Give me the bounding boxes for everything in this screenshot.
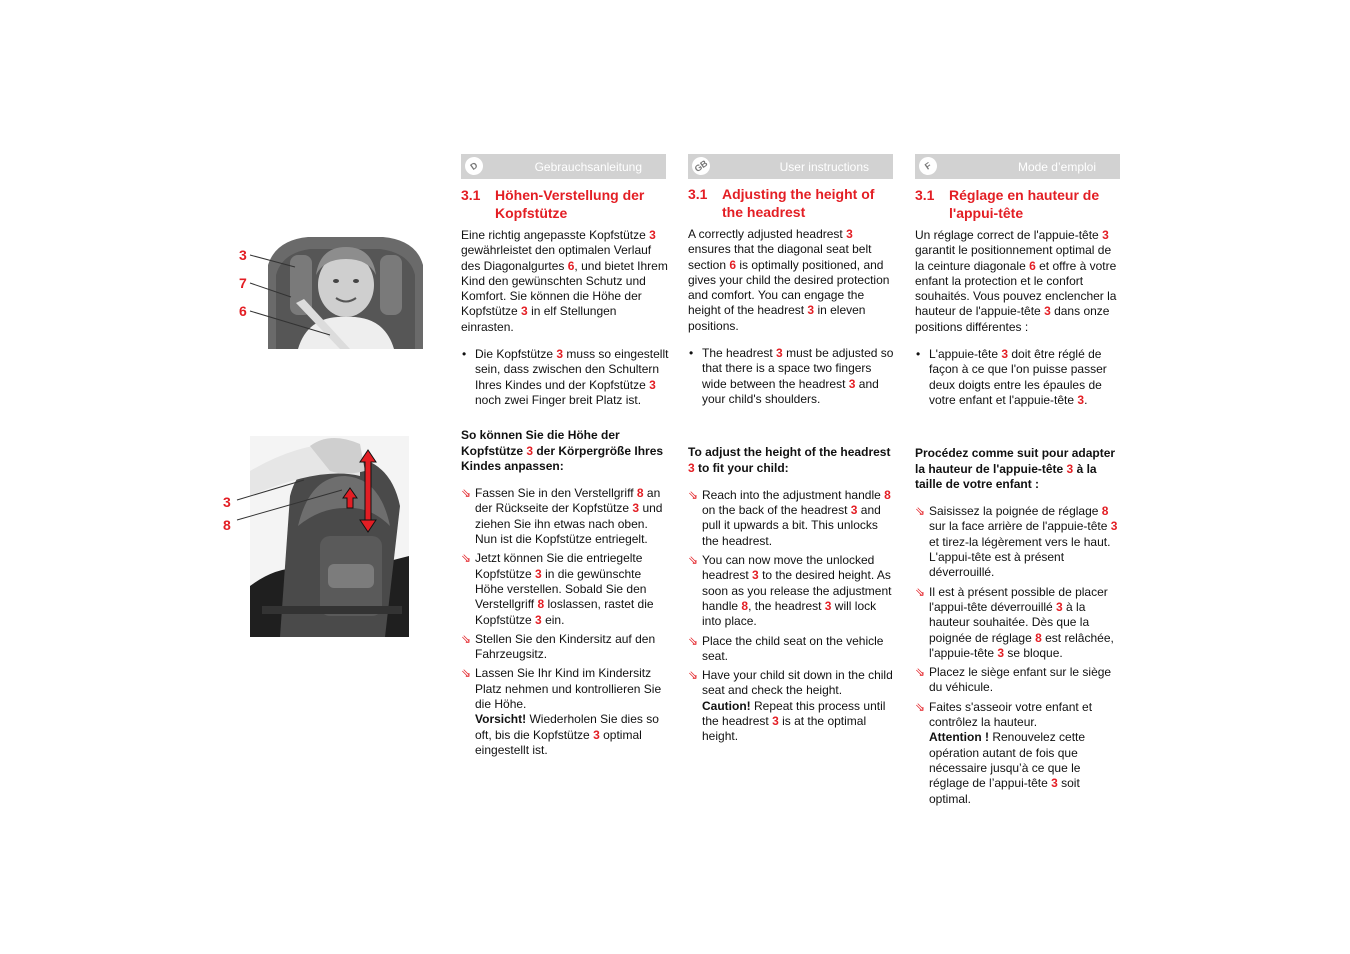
ref-number: 8	[741, 598, 749, 613]
intro-paragraph	[461, 228, 669, 335]
bullet-text: .	[1084, 392, 1088, 407]
section-heading	[461, 187, 669, 222]
warning-text: is at the optimal height.	[702, 714, 867, 744]
header-title-gb: User instructions	[779, 160, 869, 174]
intro-text: in eleven positions.	[688, 303, 866, 333]
step-arrow-icon: ⇘	[688, 553, 699, 568]
intro-text: , und bietet Ihrem Kind den gewünschten Schutz und Komfort. Sie können die Höhe der Kopfstütze	[461, 258, 668, 319]
ref-number: 3	[535, 612, 542, 627]
step-item	[688, 668, 896, 744]
warning-text: Repeat this process until the headrest	[702, 698, 886, 729]
step-text: Place the child seat on the vehicle seat.	[702, 633, 884, 663]
ref-number: 3	[824, 598, 832, 613]
step-arrow-icon: ⇘	[461, 631, 472, 646]
intro-text: gewährleistet den optimalen Verlauf des Diagonalgurtes	[461, 243, 652, 273]
bullet-text: doit être réglé de façon à ce que l'on puisse passer deux doigts entre les épaules de votre enfant et l'appuie-tête	[929, 347, 1107, 407]
lang-badge-fr: F	[915, 153, 940, 178]
callout-3-bottom: 3	[223, 494, 231, 510]
intro-text: Eine richtig angepasste Kopfstütze	[461, 228, 650, 242]
header-title-de: Gebrauchsanleitung	[534, 160, 642, 174]
intro-text: Un réglage correct de l'appuie-tête	[915, 228, 1103, 242]
step-text: se bloque.	[1004, 645, 1063, 660]
ref-number: 3	[1001, 347, 1009, 362]
ref-number: 3	[1110, 519, 1118, 534]
step-item	[461, 666, 669, 758]
step-text: Faites s'asseoir votre enfant et contrôlez la hauteur.	[929, 699, 1093, 730]
step-arrow-icon: ⇘	[688, 668, 699, 683]
procedure-heading-text: to fit your child:	[694, 460, 789, 475]
callout-6-top: 6	[239, 303, 247, 319]
step-item	[688, 488, 896, 549]
top-callout-lines	[245, 245, 355, 345]
lang-badge-de: D	[461, 153, 486, 178]
column-de	[461, 187, 669, 758]
step-item	[915, 504, 1123, 580]
ref-number: 3	[752, 568, 759, 583]
step-text: an der Rückseite der Kopfstütze	[475, 486, 661, 516]
step-item	[688, 634, 896, 665]
ref-number: 3	[772, 714, 779, 729]
procedure-heading-text: So können Sie die Höhe der Kopfstütze	[461, 428, 620, 458]
step-arrow-icon: ⇘	[461, 486, 472, 501]
ref-number: 3	[776, 346, 783, 361]
step-text: Reach into the adjustment handle	[702, 487, 885, 502]
step-arrow-icon: ⇘	[915, 699, 926, 714]
header-bar-gb	[688, 154, 893, 179]
ref-number: 3	[526, 443, 534, 458]
step-text: Lassen Sie Ihr Kind im Kindersitz Platz nehmen und kontrollieren Sie die Höhe.	[475, 666, 662, 712]
header-bar-de	[461, 154, 666, 179]
section-title: Höhen-Verstellung der Kopfstütze	[495, 187, 645, 221]
step-text	[702, 553, 891, 628]
bullet-item	[688, 346, 896, 407]
step-text	[475, 632, 655, 661]
lang-badge-gb: GB	[688, 153, 713, 178]
procedure-heading-text: Procédez comme suit pour adapter la hauteur de l'appuie-tête	[915, 446, 1116, 476]
step-text: und ziehen Sie ihn etwas nach oben. Nun ist die Kopfstütze entriegelt.	[475, 501, 663, 547]
step-arrow-icon: ⇘	[688, 487, 699, 502]
intro-text: dans onze positions différentes :	[915, 304, 1110, 334]
bullet-text: and your child's shoulders.	[702, 376, 879, 406]
step-text: You can now move the unlocked headrest	[702, 553, 875, 583]
ref-number: 3	[1077, 392, 1085, 407]
ref-number: 3	[521, 304, 528, 319]
bullet-text: noch zwei Finger breit Platz ist.	[475, 392, 642, 407]
section-title: Adjusting the height of the headrest	[722, 186, 875, 220]
ref-number: 8	[884, 487, 891, 502]
step-text: est relâchée, l'appuie-tête	[929, 630, 1114, 660]
procedure-heading-text: der Körpergröße Ihres Kindes anpassen:	[461, 443, 664, 473]
step-arrow-icon: ⇘	[688, 633, 699, 648]
step-text: sur la face arrière de l'appuie-tête	[929, 519, 1111, 534]
intro-text: A correctly adjusted headrest	[688, 227, 847, 241]
ref-number: 3	[1044, 304, 1051, 319]
ref-number: 8	[636, 486, 644, 501]
section-number: 3.1	[461, 187, 481, 203]
step-arrow-icon: ⇘	[461, 666, 472, 681]
step-item	[915, 585, 1123, 661]
ref-number: 3	[846, 227, 853, 241]
bullet-text: Die Kopfstütze	[475, 347, 557, 362]
ref-number: 8	[537, 597, 545, 612]
section-heading	[688, 186, 896, 221]
intro-paragraph	[915, 228, 1123, 335]
callout-7-top: 7	[239, 275, 247, 291]
callout-8-bottom: 8	[223, 517, 231, 533]
section-number: 3.1	[915, 187, 935, 203]
step-text	[929, 665, 1111, 694]
step-arrow-icon: ⇘	[915, 584, 926, 599]
intro-paragraph	[688, 227, 896, 334]
bullet-text: L'appuie-tête	[929, 347, 1002, 362]
ref-number: 3	[649, 228, 656, 242]
step-text: et tirez-la légèrement vers le haut. L'appui-tête est à présent déverrouillé.	[929, 534, 1111, 580]
ref-number: 3	[1051, 776, 1058, 791]
step-arrow-icon: ⇘	[461, 551, 472, 566]
bullet-text: must be adjusted so that there is a space two fingers wide between the headrest	[702, 346, 894, 391]
procedure-heading	[688, 445, 896, 476]
step-arrow-icon: ⇘	[915, 665, 926, 680]
ref-number: 6	[1029, 258, 1036, 273]
callout-3-top: 3	[239, 247, 247, 263]
bottom-callout-lines	[232, 470, 352, 530]
step-item	[461, 551, 669, 627]
step-text: à la hauteur souhaitée. Dès que la poignée de réglage	[929, 599, 1090, 645]
step-text: loslassen, rastet die Kopfstütze	[475, 597, 654, 627]
step-text	[475, 551, 654, 626]
procedure-heading	[461, 428, 669, 474]
ref-number: 3	[593, 727, 600, 742]
ref-number: 3	[688, 460, 695, 475]
step-text: , the headrest	[748, 598, 825, 613]
step-text	[702, 668, 893, 743]
warning-text: Renouvelez cette opération autant de fois que nécessaire jusqu’à ce que le réglage de l’appui-tête	[929, 730, 1086, 791]
ref-number: 3	[1056, 599, 1063, 614]
ref-number: 3	[997, 645, 1005, 660]
warning-label: Caution!	[702, 698, 751, 713]
step-text: on the back of the headrest	[702, 503, 851, 518]
section-title: Réglage en hauteur de l'appui-tête	[949, 187, 1100, 221]
intro-text: in elf Stellungen einrasten.	[461, 304, 617, 334]
step-text: in die gewünschte Höhe verstellen. Sobald Sie den Verstellgriff	[475, 566, 647, 612]
step-text	[929, 585, 1114, 660]
ref-number: 3	[850, 503, 858, 518]
ref-number: 3	[848, 376, 856, 391]
bullet-item	[461, 347, 669, 408]
procedure-heading	[915, 446, 1123, 492]
ref-number: 3	[535, 566, 542, 581]
step-text: Il est à présent possible de placer l'appui-tête déverrouillé	[929, 584, 1108, 614]
ref-number: 3	[649, 377, 656, 392]
ref-number: 3	[556, 347, 564, 362]
header-title-fr: Mode d’emploi	[1017, 160, 1096, 174]
step-item	[688, 553, 896, 629]
ref-number: 8	[1101, 504, 1109, 519]
procedure-heading-text: To adjust the height of the headrest	[688, 445, 891, 460]
step-text: Stellen Sie den Kindersitz auf den Fahrzeugsitz.	[475, 631, 656, 662]
warning-label: Vorsicht!	[475, 712, 527, 727]
procedure-heading-text: à la taille de votre enfant :	[915, 461, 1097, 491]
column-fr	[915, 187, 1123, 807]
step-text	[475, 666, 661, 756]
step-text: ein.	[541, 612, 565, 627]
warning-text: soit optimal.	[929, 776, 1080, 806]
ref-number: 3	[1066, 461, 1074, 476]
step-text	[702, 488, 891, 548]
step-text: Jetzt können Sie die entriegelte Kopfstütze	[475, 551, 643, 581]
step-text: Saisissez la poignée de réglage	[929, 504, 1102, 519]
ref-number: 3	[632, 501, 640, 516]
intro-text: is optimally positioned, and gives your child the desired protection and comfort. You can engage the height of the headrest	[688, 257, 890, 318]
bullet-item	[915, 347, 1123, 408]
step-text: and pull it upwards a bit. This unlocks the headrest.	[702, 503, 881, 548]
step-text	[475, 486, 662, 546]
header-bar-fr	[915, 154, 1120, 179]
intro-text: ensures that the diagonal seat belt section	[688, 242, 872, 272]
step-text: to the desired height. As soon as you release the adjustment handle	[702, 568, 892, 613]
step-item	[461, 632, 669, 663]
step-text	[929, 504, 1117, 579]
step-text	[929, 700, 1092, 806]
step-text: Have your child sit down in the child seat and check the height.	[702, 668, 893, 698]
section-heading	[915, 187, 1123, 222]
step-text: Placez le siège enfant sur le siège du véhicule.	[929, 665, 1112, 695]
section-number: 3.1	[688, 186, 708, 202]
ref-number: 3	[1102, 228, 1109, 242]
column-gb	[688, 186, 896, 745]
ref-number: 6	[567, 258, 575, 273]
step-text: Fassen Sie in den Verstellgriff	[475, 486, 637, 501]
step-text: will lock into place.	[702, 598, 877, 629]
step-arrow-icon: ⇘	[915, 504, 926, 519]
warning-label: Attention !	[929, 730, 989, 745]
step-item	[915, 700, 1123, 807]
ref-number: 3	[807, 303, 815, 318]
bullet-text: The headrest	[702, 346, 777, 361]
step-text	[702, 634, 883, 663]
warning-text: Wiederholen Sie dies so oft, bis die Kopfstütze	[475, 712, 659, 742]
bullet-text: muss so eingestellt sein, dass zwischen den Schultern Ihres Kindes und der Kopfstütze	[475, 347, 669, 392]
ref-number: 8	[1035, 630, 1042, 645]
seat-back-photo	[250, 436, 409, 637]
step-item	[461, 486, 669, 547]
ref-number: 6	[729, 257, 737, 272]
step-item	[915, 665, 1123, 696]
warning-text: optimal eingestellt ist.	[475, 727, 642, 757]
intro-text: garantit le positionnement optimal de la ceinture diagonale	[915, 243, 1112, 273]
intro-text: et offre à votre enfant la protection et le confort souhaités. Vous pouvez enclencher la hauteur de l'appuie-tête	[915, 258, 1117, 319]
